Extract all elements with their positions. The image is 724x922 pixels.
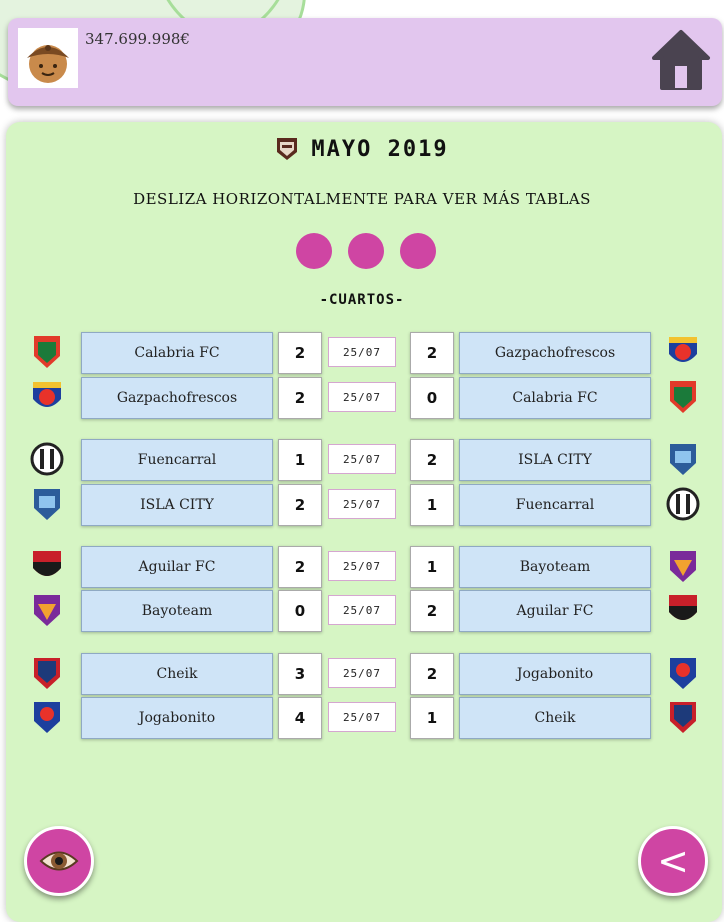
away-team[interactable]: Aguilar FC xyxy=(459,590,651,632)
match-row xyxy=(0,439,724,481)
fuencarral-crest-icon xyxy=(30,441,64,477)
home-team[interactable]: Jogabonito xyxy=(81,697,273,739)
match-row xyxy=(0,484,724,526)
away-team[interactable]: Gazpachofrescos xyxy=(459,332,651,374)
match-row xyxy=(0,653,724,695)
view-button[interactable] xyxy=(24,826,94,896)
away-score: 1 xyxy=(410,484,454,526)
bayoteam-crest-icon xyxy=(666,548,700,584)
match-date: 25/07 xyxy=(328,444,396,474)
away-team[interactable]: Calabria FC xyxy=(459,377,651,419)
eye-icon xyxy=(39,846,79,876)
away-team[interactable]: Cheik xyxy=(459,697,651,739)
top-bar xyxy=(8,18,722,106)
fuencarral-crest-icon xyxy=(666,486,700,522)
pager-dots xyxy=(296,233,436,269)
pager-dot-2[interactable] xyxy=(348,233,384,269)
pager-dot-1[interactable] xyxy=(296,233,332,269)
home-score: 0 xyxy=(278,590,322,632)
acorn-avatar-icon xyxy=(18,28,78,88)
match-date: 25/07 xyxy=(328,595,396,625)
match-date: 25/07 xyxy=(328,551,396,581)
match-row xyxy=(0,332,724,374)
gazpachofrescos-crest-icon xyxy=(30,379,64,415)
isla-city-crest-icon xyxy=(30,486,64,522)
calabria-crest-icon xyxy=(30,334,64,370)
cheik-crest-icon xyxy=(666,699,700,735)
away-team[interactable]: ISLA CITY xyxy=(459,439,651,481)
balance-amount: 347.699.998€ xyxy=(85,30,190,48)
home-score: 4 xyxy=(278,697,322,739)
league-logo-icon xyxy=(275,136,299,162)
page-title: MAYO 2019 xyxy=(311,136,449,162)
aguilar-crest-icon xyxy=(666,592,700,628)
home-icon xyxy=(650,26,712,94)
isla-city-crest-icon xyxy=(666,441,700,477)
home-team[interactable]: Fuencarral xyxy=(81,439,273,481)
home-score: 3 xyxy=(278,653,322,695)
home-team[interactable]: Bayoteam xyxy=(81,590,273,632)
home-score: 2 xyxy=(278,332,322,374)
away-score: 0 xyxy=(410,377,454,419)
match-date: 25/07 xyxy=(328,658,396,688)
jogabonito-crest-icon xyxy=(666,655,700,691)
match-date: 25/07 xyxy=(328,702,396,732)
home-score: 2 xyxy=(278,377,322,419)
round-title: -CUARTOS- xyxy=(319,292,405,308)
away-team[interactable]: Fuencarral xyxy=(459,484,651,526)
aguilar-crest-icon xyxy=(30,548,64,584)
match-row xyxy=(0,697,724,739)
jogabonito-crest-icon xyxy=(30,699,64,735)
home-team[interactable]: Cheik xyxy=(81,653,273,695)
away-score: 2 xyxy=(410,653,454,695)
away-team[interactable]: Bayoteam xyxy=(459,546,651,588)
home-score: 2 xyxy=(278,546,322,588)
home-score: 1 xyxy=(278,439,322,481)
home-score: 2 xyxy=(278,484,322,526)
match-date: 25/07 xyxy=(328,382,396,412)
match-date: 25/07 xyxy=(328,489,396,519)
match-row xyxy=(0,590,724,632)
home-team[interactable]: Calabria FC xyxy=(81,332,273,374)
away-score: 2 xyxy=(410,439,454,481)
calabria-crest-icon xyxy=(666,379,700,415)
bayoteam-crest-icon xyxy=(30,592,64,628)
away-score: 1 xyxy=(410,546,454,588)
match-row xyxy=(0,377,724,419)
gazpachofrescos-crest-icon xyxy=(666,334,700,370)
month-header xyxy=(0,136,724,166)
match-date: 25/07 xyxy=(328,337,396,367)
back-button[interactable]: < xyxy=(638,826,708,896)
avatar[interactable] xyxy=(18,28,78,88)
cheik-crest-icon xyxy=(30,655,64,691)
swipe-hint: DESLIZA HORIZONTALMENTE PARA VER MÁS TABLAS xyxy=(133,190,591,208)
pager-dot-3[interactable] xyxy=(400,233,436,269)
away-score: 2 xyxy=(410,590,454,632)
home-team[interactable]: Gazpachofrescos xyxy=(81,377,273,419)
away-score: 2 xyxy=(410,332,454,374)
home-team[interactable]: ISLA CITY xyxy=(81,484,273,526)
away-team[interactable]: Jogabonito xyxy=(459,653,651,695)
away-score: 1 xyxy=(410,697,454,739)
home-button[interactable] xyxy=(650,26,712,94)
match-row xyxy=(0,546,724,588)
home-team[interactable]: Aguilar FC xyxy=(81,546,273,588)
